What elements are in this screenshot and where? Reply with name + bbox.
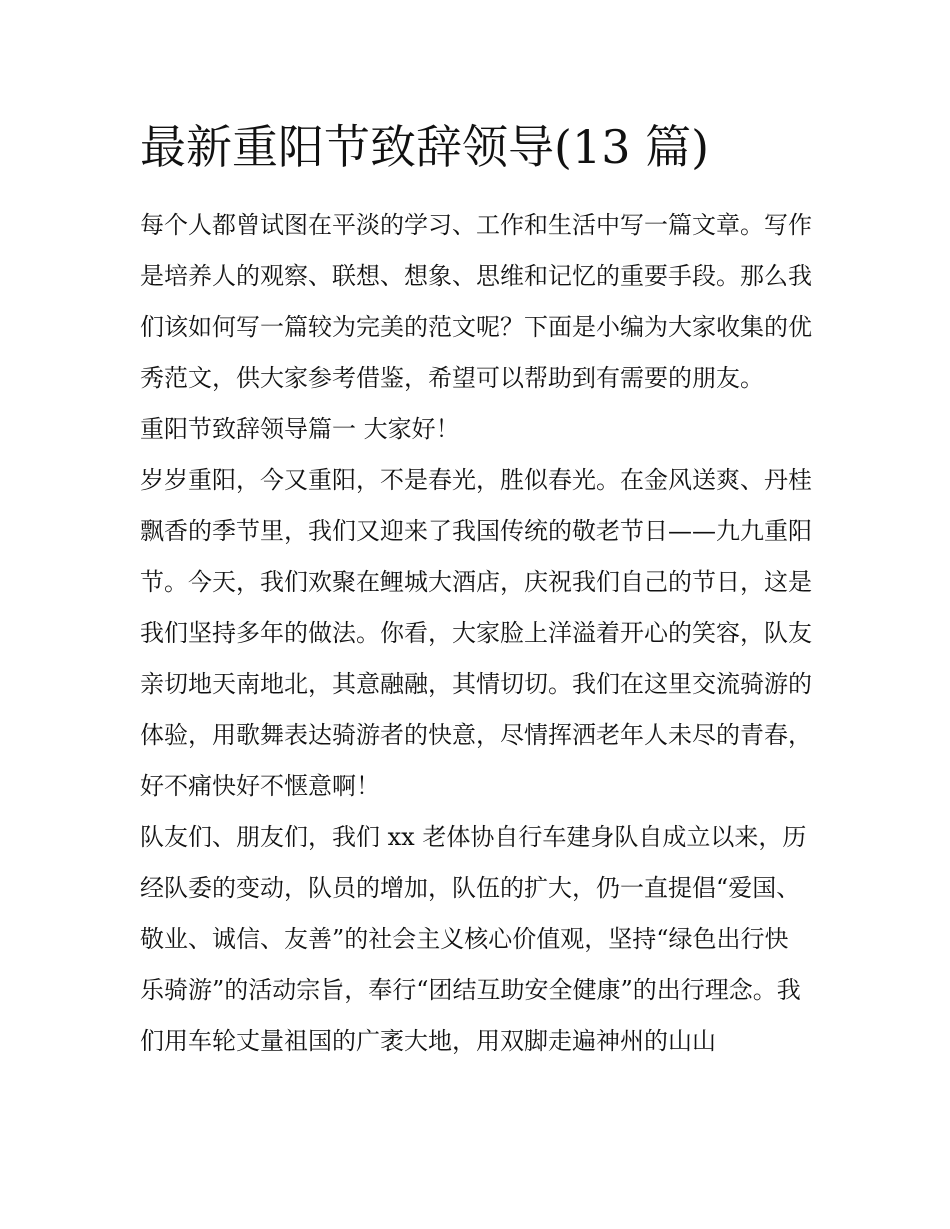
document-body	[140, 112, 812, 1067]
section-heading-paragraph: 重阳节致辞领导篇一 大家好！	[140, 415, 460, 443]
document-title: 最新重阳节致辞领导(13 篇)	[140, 120, 710, 174]
intro-paragraph: 每个人都曾试图在平淡的学习、工作和生活中写一篇文章。写作是培养人的观察、联想、想象、思维和记忆的重要手段。那么我们该如何写一篇较为完美的范文呢？下面是小编为大家收集的优秀范文，供大家参考借鉴，希望可以帮助到有需要的朋友。	[140, 211, 812, 392]
speech-paragraph-1: 岁岁重阳，今又重阳，不是春光，胜似春光。在金风送爽、丹桂飘香的季节里，我们又迎来了我国传统的敬老节日——九九重阳节。今天，我们欢聚在鲤城大酒店，庆祝我们自己的节日，这是我们坚持多年的做法。你看，大家脸上洋溢着开心的笑容，队友亲切地天南地北，其意融融，其情切切。我们在这里交流骑游的体验，用歌舞表达骑游者的快意，尽情挥洒老年人未尽的青春，好不痛快好不惬意啊！	[140, 466, 812, 800]
speech-paragraph-2: 队友们、朋友们，我们 xx 老体协自行车建身队自成立以来，历经队委的变动，队员的增加，队伍的扩大，仍一直提倡“爱国、敬业、诚信、友善”的社会主义核心价值观，坚持“绿色出行快乐骑游”的活动宗旨，奉行“团结互助安全健康”的出行理念。我们用车轮丈量祖国的广袤大地，用双脚走遍神州的山山	[140, 823, 807, 1055]
